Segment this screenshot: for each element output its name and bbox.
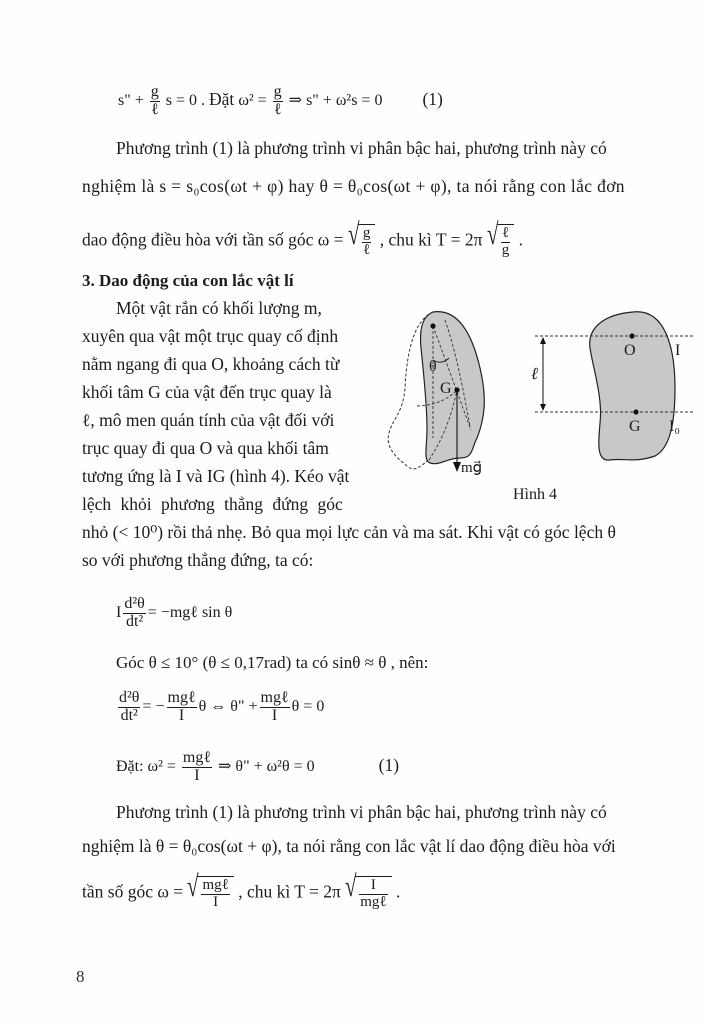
frac-den: ℓ: [273, 100, 282, 118]
para2-line: trục quay đi qua O và qua khối tâm: [82, 438, 329, 458]
para2-line: tương ứng là I và IG (hình 4). Kéo vật: [82, 466, 350, 486]
frac-num: mgℓ: [182, 749, 212, 766]
sqrt-I-over-mgl: [345, 870, 391, 911]
eq4-frac: [182, 750, 212, 785]
radical-sign: √: [347, 218, 360, 251]
frac-num: mgℓ: [260, 689, 289, 706]
eq4-prefix: Đặt: ω² =: [116, 757, 176, 775]
para2-line: lệch khỏi phương thẳng đứng góc: [82, 494, 343, 514]
eq1-dat: Đặt: [209, 88, 235, 109]
eq3-mid1: = −: [142, 697, 165, 715]
label-mg: mg⃗: [461, 460, 483, 476]
deflected-body: [421, 312, 485, 464]
eq2-rhs: = −mgℓ sin θ: [147, 603, 233, 621]
frac-num: ℓ: [501, 225, 510, 241]
eq2-frac: [123, 596, 145, 631]
page-number: 8: [76, 967, 85, 986]
eq2-prefix: I: [116, 603, 122, 621]
frac-den: dt²: [125, 612, 144, 630]
text: , chu kì T = 2π: [238, 881, 341, 902]
point-O: [629, 333, 634, 338]
frac-den: ℓ: [150, 100, 159, 118]
para3-line1: Phương trình (1) là phương trình vi phân bậc hai, phương trình này có: [116, 802, 607, 822]
para2-line: ℓ, mô men quán tính của vật đối với: [82, 410, 335, 430]
para2-line: khối tâm G của vật đến trục quay là: [82, 382, 332, 402]
sqrt-g-over-l: [347, 218, 376, 259]
arrowhead-down: [540, 404, 546, 411]
sqrt-l-over-g: [486, 218, 515, 259]
radical-sign: √: [187, 870, 200, 903]
para2-line: Một vật rắn có khối lượng m,: [116, 298, 322, 318]
para2-line: nhỏ (< 10⁰) rồi thả nhẹ. Bỏ qua mọi lực cản và ma sát. Khi vật có góc lệch θ: [82, 522, 616, 542]
para3-line2: nghiệm là θ = θ₀cos(ωt + φ), ta nói rằng con lắc vật lí dao động điều hòa với: [82, 836, 616, 856]
weight-arrowhead: [453, 462, 461, 472]
text: tần số góc ω =: [82, 881, 184, 902]
para2-line: nằm ngang đi qua O, khoảng cách từ: [82, 354, 340, 374]
arrowhead-up: [540, 337, 546, 344]
figure-4-drawing: [385, 308, 695, 508]
text: , chu kì T = 2π: [379, 229, 483, 250]
eq4-result: ⇒ θ" + ω²θ = 0: [218, 757, 315, 775]
section-heading: 3. Dao động của con lắc vật lí: [82, 271, 294, 290]
frac-num: g: [150, 83, 159, 100]
label-G-left: G: [440, 380, 452, 397]
small-angle-line: Góc θ ≤ 10° (θ ≤ 0,17rad) ta có sinθ ≈ θ , nên:: [116, 653, 429, 672]
point-G: [633, 409, 638, 414]
eq3-mid2: θ ⇔ θ" +: [198, 697, 258, 715]
eq1-result: ⇒ s" + ω²s = 0: [288, 91, 383, 109]
pivot-point-O: [430, 323, 435, 328]
eq3-frac1: [118, 690, 140, 725]
figure-4: [385, 308, 695, 508]
frac-den: dt²: [120, 706, 138, 724]
frac-den: I: [271, 706, 278, 724]
radical-sign: √: [486, 218, 499, 251]
eq1-lhs: s" +: [118, 91, 144, 109]
text: .: [395, 881, 401, 902]
para2-line: so với phương thẳng đứng, ta có:: [82, 550, 314, 570]
frac-num: g: [362, 225, 371, 241]
para2-line: xuyên qua vật một trục quay cố định: [82, 326, 339, 346]
radical-sign: √: [345, 870, 357, 903]
frac-num: d²θ: [119, 689, 140, 706]
label-I0: I₀: [669, 418, 680, 435]
eq1-label: (1): [422, 88, 443, 109]
label-theta: θ: [429, 358, 437, 375]
eq1-frac2: [273, 84, 283, 119]
frac-num: mgℓ: [167, 689, 196, 706]
frac: [201, 878, 229, 911]
eq3-frac3: [260, 690, 290, 725]
label-O: O: [624, 342, 636, 359]
eq3-frac2: [167, 690, 197, 725]
eq1-frac-g-l: [150, 84, 160, 119]
equation-4: [116, 750, 399, 785]
para1-line2: nghiệm là s = s₀cos(ωt + φ) hay θ = θ₀cos(ωt + φ), ta nói rằng con lắc đơn: [82, 176, 625, 196]
eq3-end: θ = 0: [291, 697, 325, 715]
equation-3: [116, 690, 324, 725]
eq1-omega-sq: ω² =: [238, 91, 267, 109]
sqrt-mgl-over-I: [187, 870, 233, 911]
para1-line1: Phương trình (1) là phương trình vi phân bậc hai, phương trình này có: [116, 138, 607, 158]
frac-den: g: [501, 241, 510, 258]
frac-num: I: [359, 878, 387, 895]
label-I: I: [675, 342, 681, 359]
label-l: ℓ: [531, 364, 539, 383]
para3-line3: [82, 870, 401, 911]
eq4-label: (1): [378, 754, 400, 775]
frac-num: g: [273, 83, 282, 100]
frac: [501, 226, 511, 259]
frac-den: mgℓ: [360, 893, 387, 910]
frac-num: d²θ: [124, 595, 145, 612]
figure-caption: Hình 4: [513, 486, 557, 503]
frac-den: ℓ: [363, 241, 371, 258]
para1-line3: [82, 218, 524, 259]
frac-num: mgℓ: [202, 877, 229, 893]
equation-2: [116, 596, 232, 631]
frac-den: I: [178, 706, 185, 724]
label-G-right: G: [629, 418, 641, 435]
text: .: [518, 229, 524, 250]
frac-den: I: [194, 766, 200, 784]
equation-1: [118, 84, 443, 119]
eq1-after: s = 0 .: [165, 91, 206, 109]
frac: [362, 226, 372, 259]
frac-den: I: [213, 893, 219, 910]
text: dao động điều hòa với tần số góc ω =: [82, 229, 344, 250]
frac: [359, 878, 387, 911]
